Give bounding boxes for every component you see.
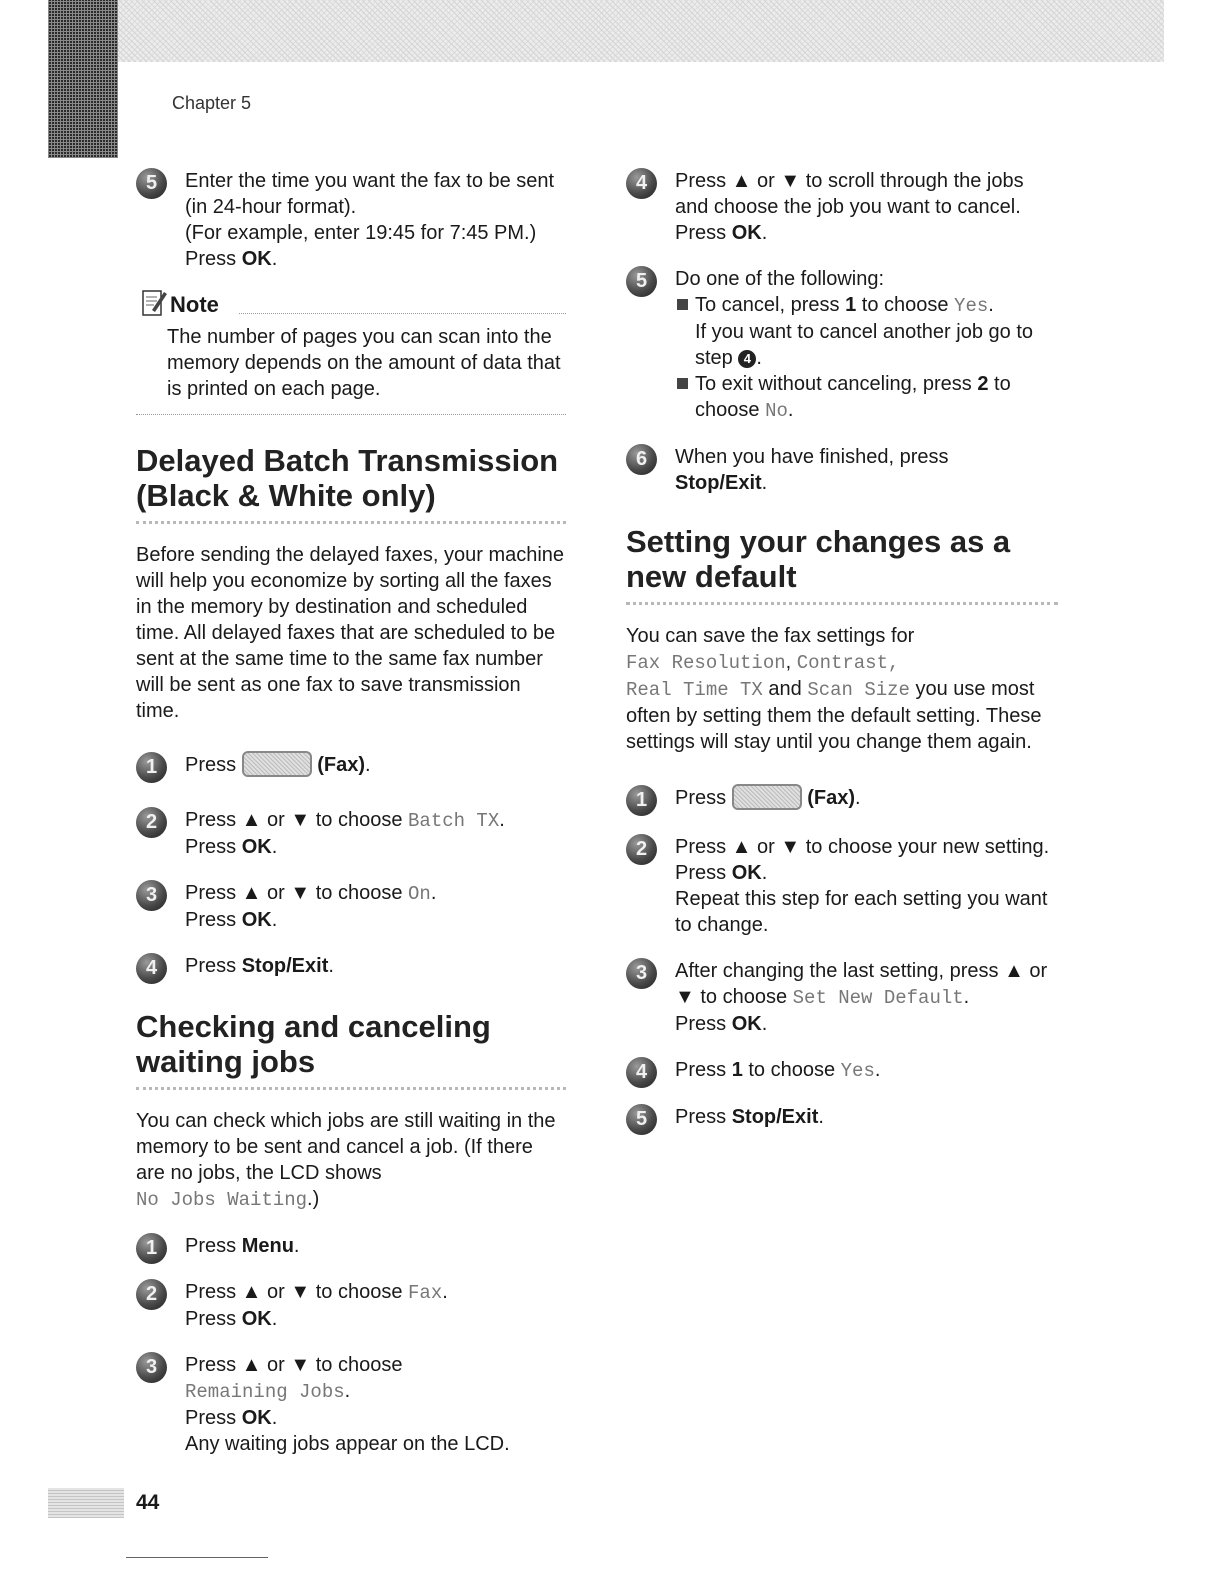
page-number: 44 [136,1491,160,1514]
checking-step-1: 1 Press Menu. [136,1233,566,1259]
defaults-intro: You can save the fax settings for Fax Resolution, Contrast, Real Time TX and Scan Size you use most often by setting them the default setting. These settings will stay until you change them again. [626,625,1042,753]
bullet-square-icon [677,378,688,389]
cancel-step-4: 4 Press ▲ or ▼ to scroll through the jobs and choose the job you want to cancel. Press OK. [626,168,1058,246]
left-column [136,168,566,1457]
fax-key-icon [242,751,312,777]
cancel-step-6: 6 When you have finished, press Stop/Exit. [626,444,1058,496]
section-title-checking: Checking and canceling waiting jobs [136,1009,566,1090]
checking-step-2: 2 Press ▲ or ▼ to choose Fax. Press OK. [136,1279,566,1332]
checking-intro: You can check which jobs are still waiting in the memory to be sent and cancel a job. (If there are no jobs, the LCD shows No Jobs Waiting.) [136,1109,556,1211]
note-body: The number of pages you can scan into the memory depends on the amount of data that is printed on each page. [167,326,561,400]
bullet-cancel: To cancel, press 1 to choose Yes. If you want to cancel another job go to step 4 . [675,292,1058,371]
step-ref-badge: 4 [738,350,756,368]
note-box [136,288,566,415]
batch-step-2: 2 Press ▲ or ▼ to choose Batch TX. Press OK. [136,807,566,860]
defaults-step-3: 3 After changing the last setting, press ▲ or ▼ to choose Set New Default. Press OK. [626,958,1058,1037]
cancel-step-5: 5 Do one of the following: To cancel, press 1 to choose Yes. If you want to cancel another job go to step 4 . To exit without canceling, press 2 to choose No. [626,266,1058,424]
batch-step-3: 3 Press ▲ or ▼ to choose On. Press OK. [136,880,566,933]
step-5-enter-time: 5 Enter the time you want the fax to be sent (in 24-hour format). (For example, enter 19:45 for 7:45 PM.) Press OK. [136,168,566,272]
batch-intro: Before sending the delayed faxes, your machine will help you economize by sorting all the faxes in the memory by destination and scheduled time. All delayed faxes that are scheduled to be sent at the same time to the same fax number will be sent as one fax to save transmission time. [136,544,565,722]
step-number-badge: 5 [136,168,167,199]
bottom-rule [126,1557,268,1558]
checking-step-3: 3 Press ▲ or ▼ to choose Remaining Jobs. Press OK. Any waiting jobs appear on the LCD. [136,1352,566,1457]
defaults-step-2: 2 Press ▲ or ▼ to choose your new setting. Press OK. Repeat this step for each setting you want to change. [626,834,1058,938]
bullet-square-icon [677,299,688,310]
header-band [118,0,1164,62]
fax-key-icon [732,784,802,810]
defaults-step-1: 1 Press (Fax). [626,785,1058,812]
defaults-step-4: 4 Press 1 to choose Yes. [626,1057,1058,1084]
batch-step-4: 4 Press Stop/Exit. [136,953,566,979]
section-title-defaults: Setting your changes as a new default [626,524,1058,605]
note-pencil-icon [142,288,168,318]
right-column [626,168,1058,1130]
note-title: Note [170,292,219,317]
defaults-step-5: 5 Press Stop/Exit. [626,1104,1058,1130]
page-number-pattern [48,1488,124,1518]
section-title-batch: Delayed Batch Transmission (Black & White only) [136,443,566,524]
chapter-side-tab [48,0,118,158]
bullet-exit: To exit without canceling, press 2 to choose No. [675,371,1058,424]
batch-step-1: 1 Press (Fax). [136,752,566,779]
chapter-label: Chapter 5 [172,93,252,113]
